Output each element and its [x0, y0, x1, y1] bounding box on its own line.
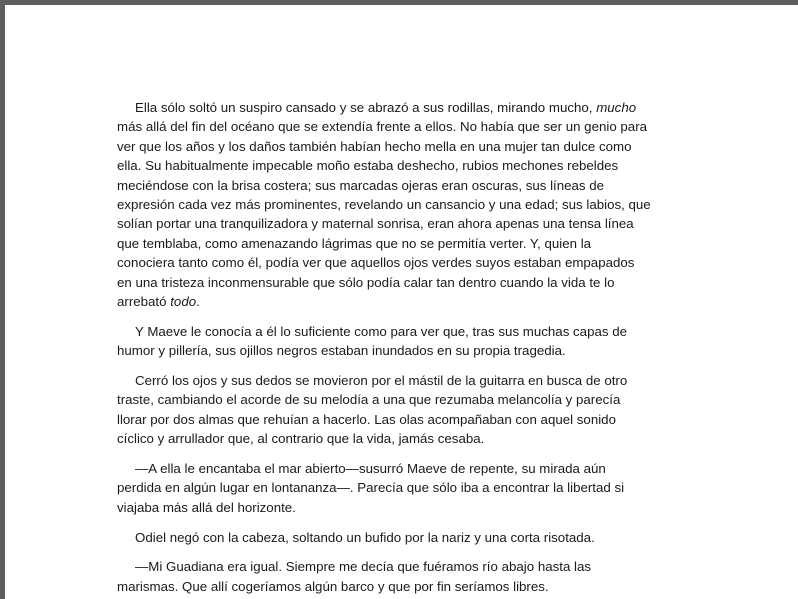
- text-line: [117, 410, 687, 429]
- paragraph: [117, 528, 687, 547]
- text-line: [117, 478, 687, 497]
- text-line: [117, 176, 687, 195]
- text-run: ver que los años y los daños también habían hecho mella en una mujer tan dulce como: [117, 138, 632, 154]
- text-run: Cerró los ojos y sus dedos se movieron por el mástil de la guitarra en busca de otro: [135, 373, 628, 389]
- text-line: [117, 371, 687, 390]
- text-line: [117, 273, 687, 292]
- paragraph: [117, 459, 687, 517]
- emphasis-text: todo: [170, 294, 197, 310]
- text-line: [117, 234, 687, 253]
- text-run: ella. Su habitualmente impecable moño estaba deshecho, rubios mechones rebeldes: [117, 158, 619, 174]
- text-line: [117, 322, 687, 341]
- paragraph: [117, 557, 687, 596]
- text-line: [117, 557, 687, 576]
- text-run: conociera tanto como él, podía ver que aquellos ojos verdes suyos estaban empapados: [117, 255, 635, 271]
- text-line: [117, 341, 687, 360]
- text-run: perdida en algún lugar en lontananza—. Parecía que sólo iba a encontrar la libertad si: [117, 480, 625, 496]
- paragraph: [117, 98, 687, 311]
- text-run: humor y pillería, sus ojillos negros estaban inundados en su propia tragedia.: [117, 343, 566, 359]
- document-page: [117, 98, 687, 599]
- window-frame-left: [0, 0, 5, 599]
- text-run: Odiel negó con la cabeza, soltando un bufido por la nariz y una corta risotada.: [135, 529, 595, 545]
- text-run: traste, cambiando el acorde de su melodía a una que rezumaba melancolía y parecía: [117, 392, 621, 408]
- text-run: meciéndose con la brisa costera; sus marcadas ojeras eran oscuras, sus líneas de: [117, 177, 605, 193]
- text-line: [117, 498, 687, 517]
- text-run: Y Maeve le conocía a él lo suficiente como para ver que, tras sus muchas capas de: [135, 323, 628, 339]
- text-run: cíclico y arrullador que, al contrario que la vida, jamás cesaba.: [117, 431, 485, 447]
- text-run: expresión cada vez más prominentes, revelando un cansancio y una edad; sus labios, que: [117, 197, 651, 213]
- text-run: —Mi Guadiana era igual. Siempre me decía que fuéramos río abajo hasta las: [135, 559, 592, 575]
- text-run: .: [196, 294, 200, 310]
- text-line: [117, 528, 687, 547]
- text-line: [117, 459, 687, 478]
- text-run: en una tristeza inconmensurable que sólo podía calar tan dentro cuando la vida te lo: [117, 274, 615, 290]
- text-line: [117, 195, 687, 214]
- text-run: Ella sólo soltó un suspiro cansado y se abrazó a sus rodillas, mirando mucho,: [135, 100, 597, 115]
- text-run: solían portar una tranquilizadora y maternal sonrisa, eran ahora apenas una tensa línea: [117, 216, 634, 232]
- paragraph: [117, 322, 687, 361]
- text-line: [117, 577, 687, 596]
- text-run: que temblaba, como amenazando lágrimas que no se permitía verter. Y, quien la: [117, 235, 592, 251]
- text-run: viajaba más allá del horizonte.: [117, 499, 296, 515]
- text-run: marismas. Que allí cogeríamos algún barco y que por fin seríamos libres.: [117, 578, 549, 594]
- text-line: [117, 214, 687, 233]
- paragraph: [117, 371, 687, 449]
- text-run: llorar por dos almas que rehuían a hacerlo. Las olas acompañaban con aquel sonido: [117, 411, 616, 427]
- text-line: [117, 156, 687, 175]
- text-line: [117, 137, 687, 156]
- window-frame-top: [0, 0, 798, 5]
- text-line: [117, 429, 687, 448]
- text-run: —A ella le encantaba el mar abierto—susurró Maeve de repente, su mirada aún: [135, 461, 606, 477]
- emphasis-text: mucho: [596, 100, 637, 115]
- text-run: más allá del fin del océano que se extendía frente a ellos. No había que ser un genio para: [117, 119, 648, 135]
- text-line: [117, 253, 687, 272]
- text-line: [117, 390, 687, 409]
- text-run: arrebató: [117, 294, 171, 310]
- text-line: [117, 292, 687, 311]
- text-line: [117, 98, 687, 117]
- text-line: [117, 117, 687, 136]
